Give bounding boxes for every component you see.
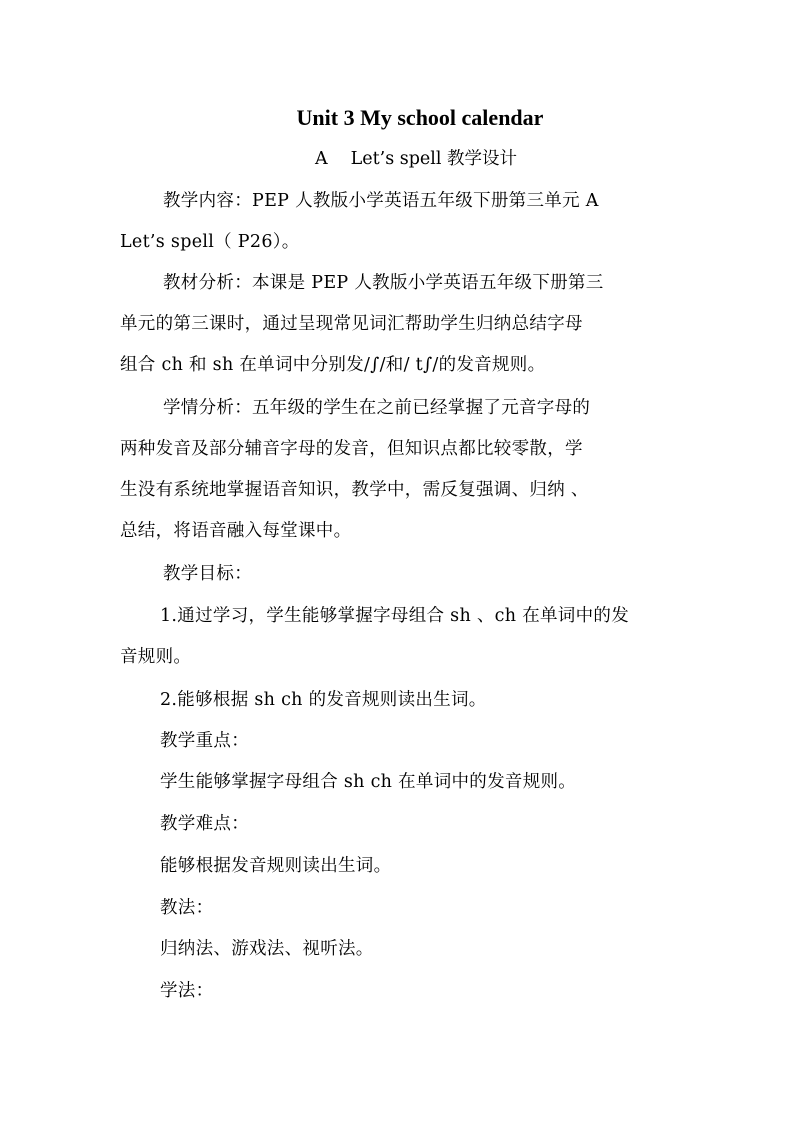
paragraph-line: Let’s spell（ P26）。 xyxy=(120,232,300,252)
paragraph-line: 音规则。 xyxy=(120,647,192,667)
paragraph-line: 学情分析：五年级的学生在之前已经掌握了元音字母的 xyxy=(163,398,591,418)
paragraph-line: 教学内容：PEP 人教版小学英语五年级下册第三单元 A xyxy=(163,191,599,211)
paragraph-line: 总结，将语音融入每堂课中。 xyxy=(120,521,352,541)
paragraph-line: 教材分析：本课是 PEP 人教版小学英语五年级下册第三 xyxy=(163,273,604,293)
section-heading: 学法： xyxy=(160,981,214,1001)
section-heading: 教学重点： xyxy=(160,731,249,751)
paragraph-line: 两种发音及部分辅音字母的发音，但知识点都比较零散，学 xyxy=(120,439,583,459)
paragraph-line: 单元的第三课时，通过呈现常见词汇帮助学生归纳总结字母 xyxy=(120,314,583,334)
document-subtitle: A Let’s spell 教学设计 xyxy=(314,149,518,169)
paragraph-line: 1.通过学习，学生能够掌握字母组合 sh 、ch 在单词中的发 xyxy=(160,606,630,626)
paragraph-line: 能够根据发音规则读出生词。 xyxy=(160,856,392,876)
paragraph-line: 组合 ch 和 sh 在单词中分别发/∫/和/ t∫/的发音规则。 xyxy=(120,355,546,375)
paragraph-line: 学生能够掌握字母组合 sh ch 在单词中的发音规则。 xyxy=(160,772,577,792)
section-heading: 教学难点： xyxy=(160,814,249,834)
paragraph-line: 2.能够根据 sh ch 的发音规则读出生词。 xyxy=(160,690,487,710)
document-title: Unit 3 My school calendar xyxy=(296,105,544,130)
paragraph-line: 归纳法、游戏法、视听法。 xyxy=(160,939,374,959)
section-heading: 教学目标： xyxy=(163,564,252,584)
paragraph-line: 生没有系统地掌握语音知识，教学中，需反复强调、归纳 、 xyxy=(120,480,589,500)
section-heading: 教法： xyxy=(160,898,214,918)
